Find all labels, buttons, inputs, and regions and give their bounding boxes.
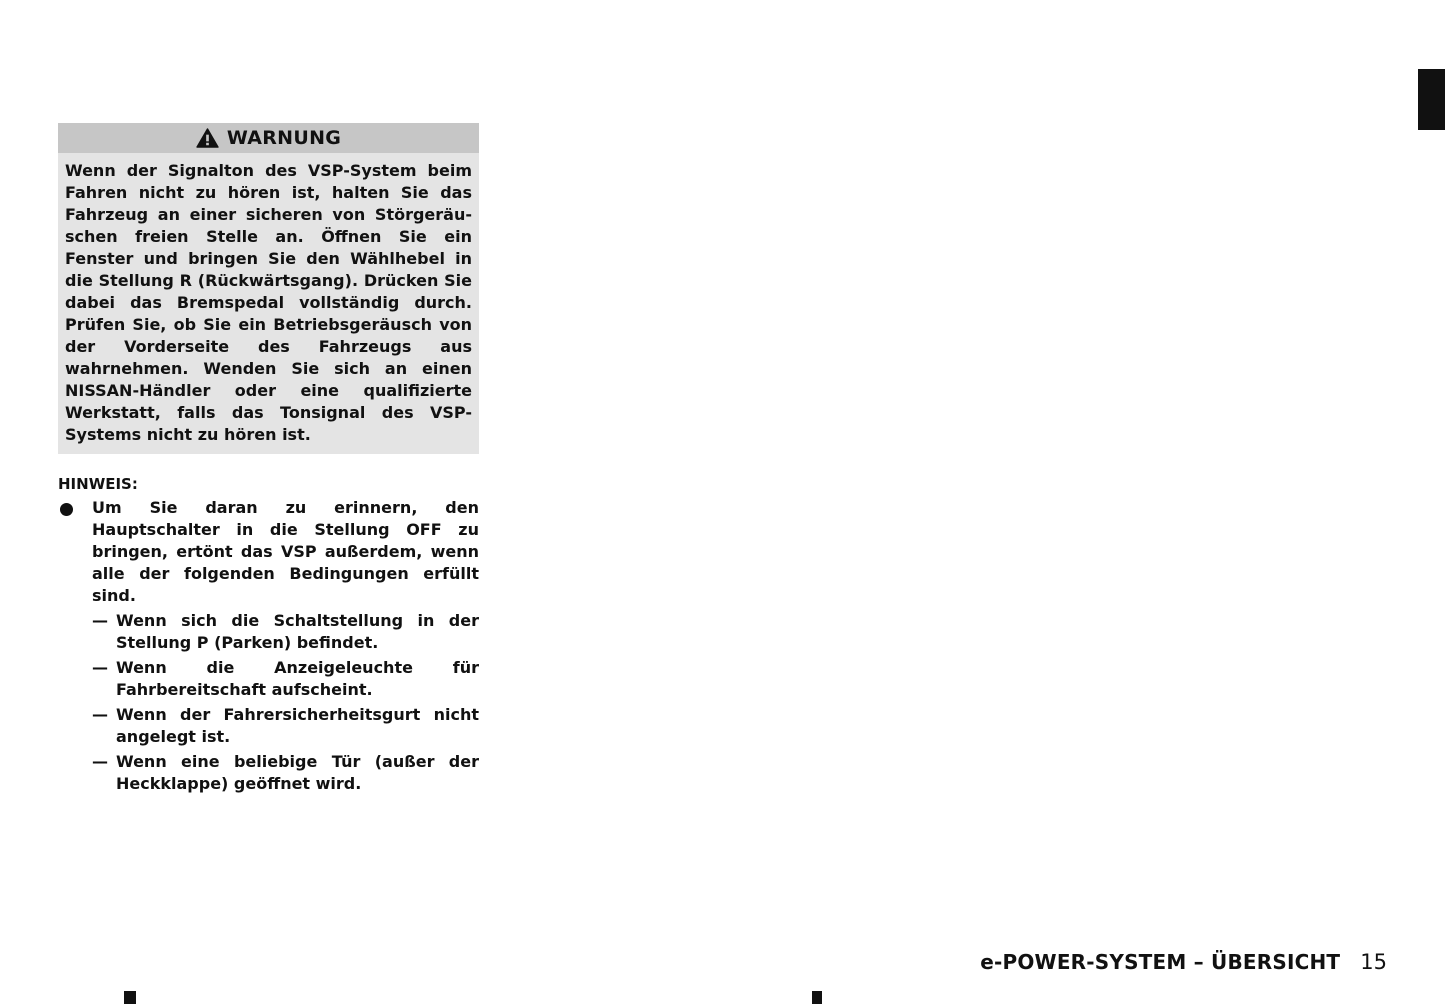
- warning-title: WARNUNG: [226, 127, 342, 149]
- warning-triangle-icon: [196, 128, 219, 148]
- chapter-thumb-tab: [1418, 69, 1445, 130]
- condition-item: [92, 657, 479, 701]
- content-column: [58, 123, 479, 798]
- warning-box: [58, 123, 479, 454]
- dash-marker: —: [92, 705, 108, 724]
- bullet-dot-icon: [60, 503, 73, 516]
- page-footer: [980, 950, 1387, 974]
- note-title: HINWEIS:: [58, 475, 138, 493]
- footer-section-title: e-POWER-SYSTEM – ÜBERSICHT: [980, 950, 1341, 974]
- condition-text: Wenn der Fahrersicherheitsgurt nicht angelegt ist.: [116, 705, 479, 746]
- warning-header: [58, 123, 479, 153]
- crop-mark-center: [812, 991, 822, 1004]
- page-number: 15: [1360, 950, 1387, 974]
- dash-marker: —: [92, 611, 108, 630]
- note-bullet-item: [58, 497, 479, 795]
- crop-mark-left: [124, 991, 136, 1004]
- condition-text: Wenn die Anzeigeleuchte für Fahrbereitschaft aufscheint.: [116, 658, 479, 699]
- condition-text: Wenn eine beliebige Tür (außer der Heckklappe) geöffnet wird.: [116, 752, 479, 793]
- warning-text: Wenn der Signalton des VSP-System beim Fahren nicht zu hören ist, halten Sie das Fahrzeug an einer sicheren von Störgeräuschen freien Stelle an. Öffnen Sie ein Fenster und bringen Sie den Wählhebel in die Stellung R (Rückwärtsgang). Drücken Sie dabei das Bremspedal vollständig durch. Prüfen Sie, ob Sie ein Betriebsgeräusch von der Vorderseite des Fahrzeugs aus wahrnehmen. Wenden Sie sich an einen NISSAN-Händler oder eine qualifizierte Werkstatt, falls das Tonsignal des VSP-Systems nicht zu hören ist.: [65, 161, 472, 444]
- note-bullet-text: Um Sie daran zu erinnern, den Hauptschalter in die Stellung OFF zu bringen, ertönt das VSP außerdem, wenn alle der folgenden Bedingungen erfüllt sind.: [92, 498, 479, 605]
- dash-marker: —: [92, 752, 108, 771]
- dash-marker: —: [92, 658, 108, 677]
- condition-list: [92, 610, 479, 795]
- condition-item: [92, 751, 479, 795]
- condition-text: Wenn sich die Schaltstellung in der Stellung P (Parken) befindet.: [116, 611, 479, 652]
- condition-item: [92, 610, 479, 654]
- condition-item: [92, 704, 479, 748]
